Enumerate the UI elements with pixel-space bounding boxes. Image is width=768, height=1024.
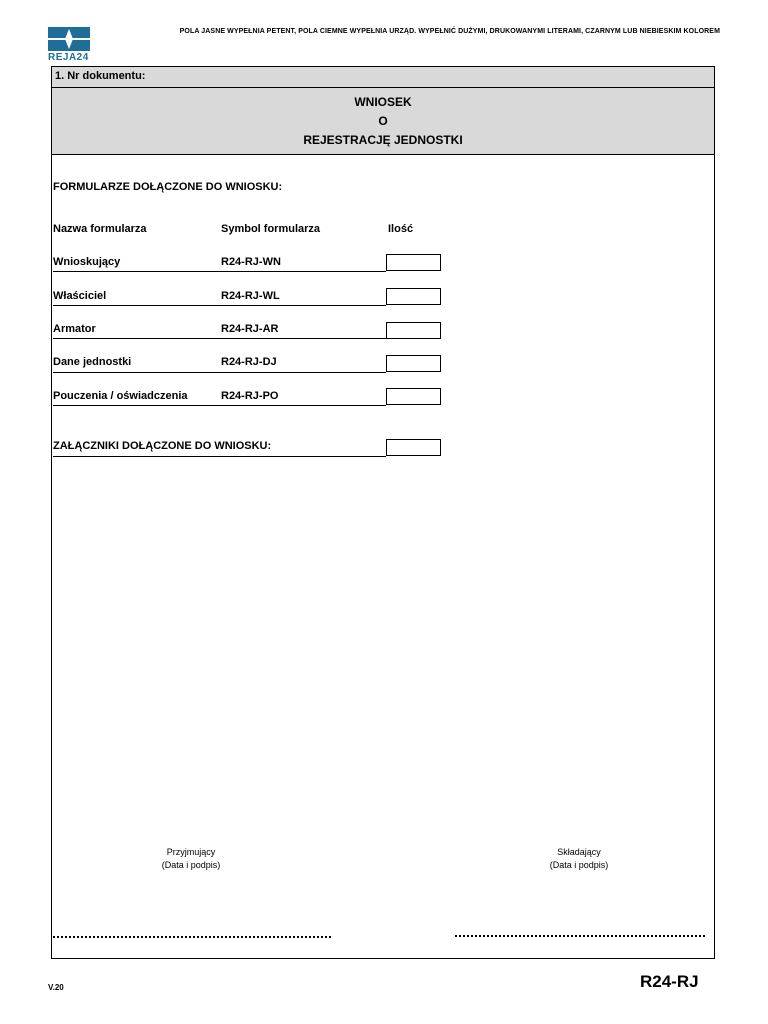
form-row-symbol: R24-RJ-DJ: [221, 356, 277, 368]
column-header-name: Nazwa formularza: [53, 223, 147, 235]
title-line-3: REJESTRACJĘ JEDNOSTKI: [303, 133, 463, 147]
form-row-name: Armator: [53, 323, 96, 335]
form-row-name: Wnioskujący: [53, 256, 121, 268]
row-underline: [53, 372, 386, 373]
quantity-input[interactable]: [386, 388, 441, 405]
attachments-underline: [53, 456, 386, 457]
receiver-sub: (Data i podpis): [161, 860, 221, 870]
column-header-symbol: Symbol formularza: [221, 223, 321, 235]
logo-text: REJA24: [48, 52, 89, 63]
form-row-name: Pouczenia / oświadczenia: [53, 390, 188, 402]
form-frame: [51, 66, 715, 959]
receiver-label: Przyjmujący: [166, 847, 216, 857]
title-line-2: O: [378, 114, 388, 128]
fill-instructions: POLA JASNE WYPEŁNIA PETENT, POLA CIEMNE WYPEŁNIA URZĄD. WYPEŁNIĆ DUŻYMI, DRUKOWANYMI LITERAMI, CZARNYM LUB NIEBIESKIM KOLOREM: [179, 28, 720, 35]
forms-section-heading: FORMULARZE DOŁĄCZONE DO WNIOSKU:: [53, 181, 283, 193]
form-row-symbol: R24-RJ-PO: [221, 390, 279, 402]
form-row-symbol: R24-RJ-WL: [221, 290, 280, 302]
row-underline: [53, 305, 386, 306]
quantity-input[interactable]: [386, 288, 441, 305]
quantity-input[interactable]: [386, 355, 441, 372]
form-row-name: Dane jednostki: [53, 356, 132, 368]
form-row-name: Właściciel: [53, 290, 107, 302]
document-number-field: [51, 66, 715, 88]
form-title: [51, 87, 715, 155]
attachments-quantity-input[interactable]: [386, 439, 441, 456]
submitter-label: Składający: [557, 847, 601, 857]
document-number-label: 1. Nr dokumentu:: [55, 70, 146, 82]
quantity-input[interactable]: [386, 322, 441, 339]
submitter-sub: (Data i podpis): [549, 860, 609, 870]
attachments-heading: ZAŁĄCZNIKI DOŁĄCZONE DO WNIOSKU:: [53, 440, 272, 452]
version-label: V.20: [48, 983, 64, 992]
quantity-input[interactable]: [386, 254, 441, 271]
submitter-signature-label: [519, 846, 639, 872]
row-underline: [53, 338, 386, 339]
submitter-signature-line[interactable]: [455, 935, 705, 937]
form-row-symbol: R24-RJ-AR: [221, 323, 279, 335]
form-row-symbol: R24-RJ-WN: [221, 256, 281, 268]
receiver-signature-label: [131, 846, 251, 872]
column-header-quantity: Ilość: [388, 223, 414, 235]
row-underline: [53, 405, 386, 406]
receiver-signature-line[interactable]: [53, 936, 331, 938]
title-line-1: WNIOSEK: [354, 95, 412, 109]
row-underline: [53, 271, 386, 272]
form-code: R24-RJ: [640, 972, 699, 991]
